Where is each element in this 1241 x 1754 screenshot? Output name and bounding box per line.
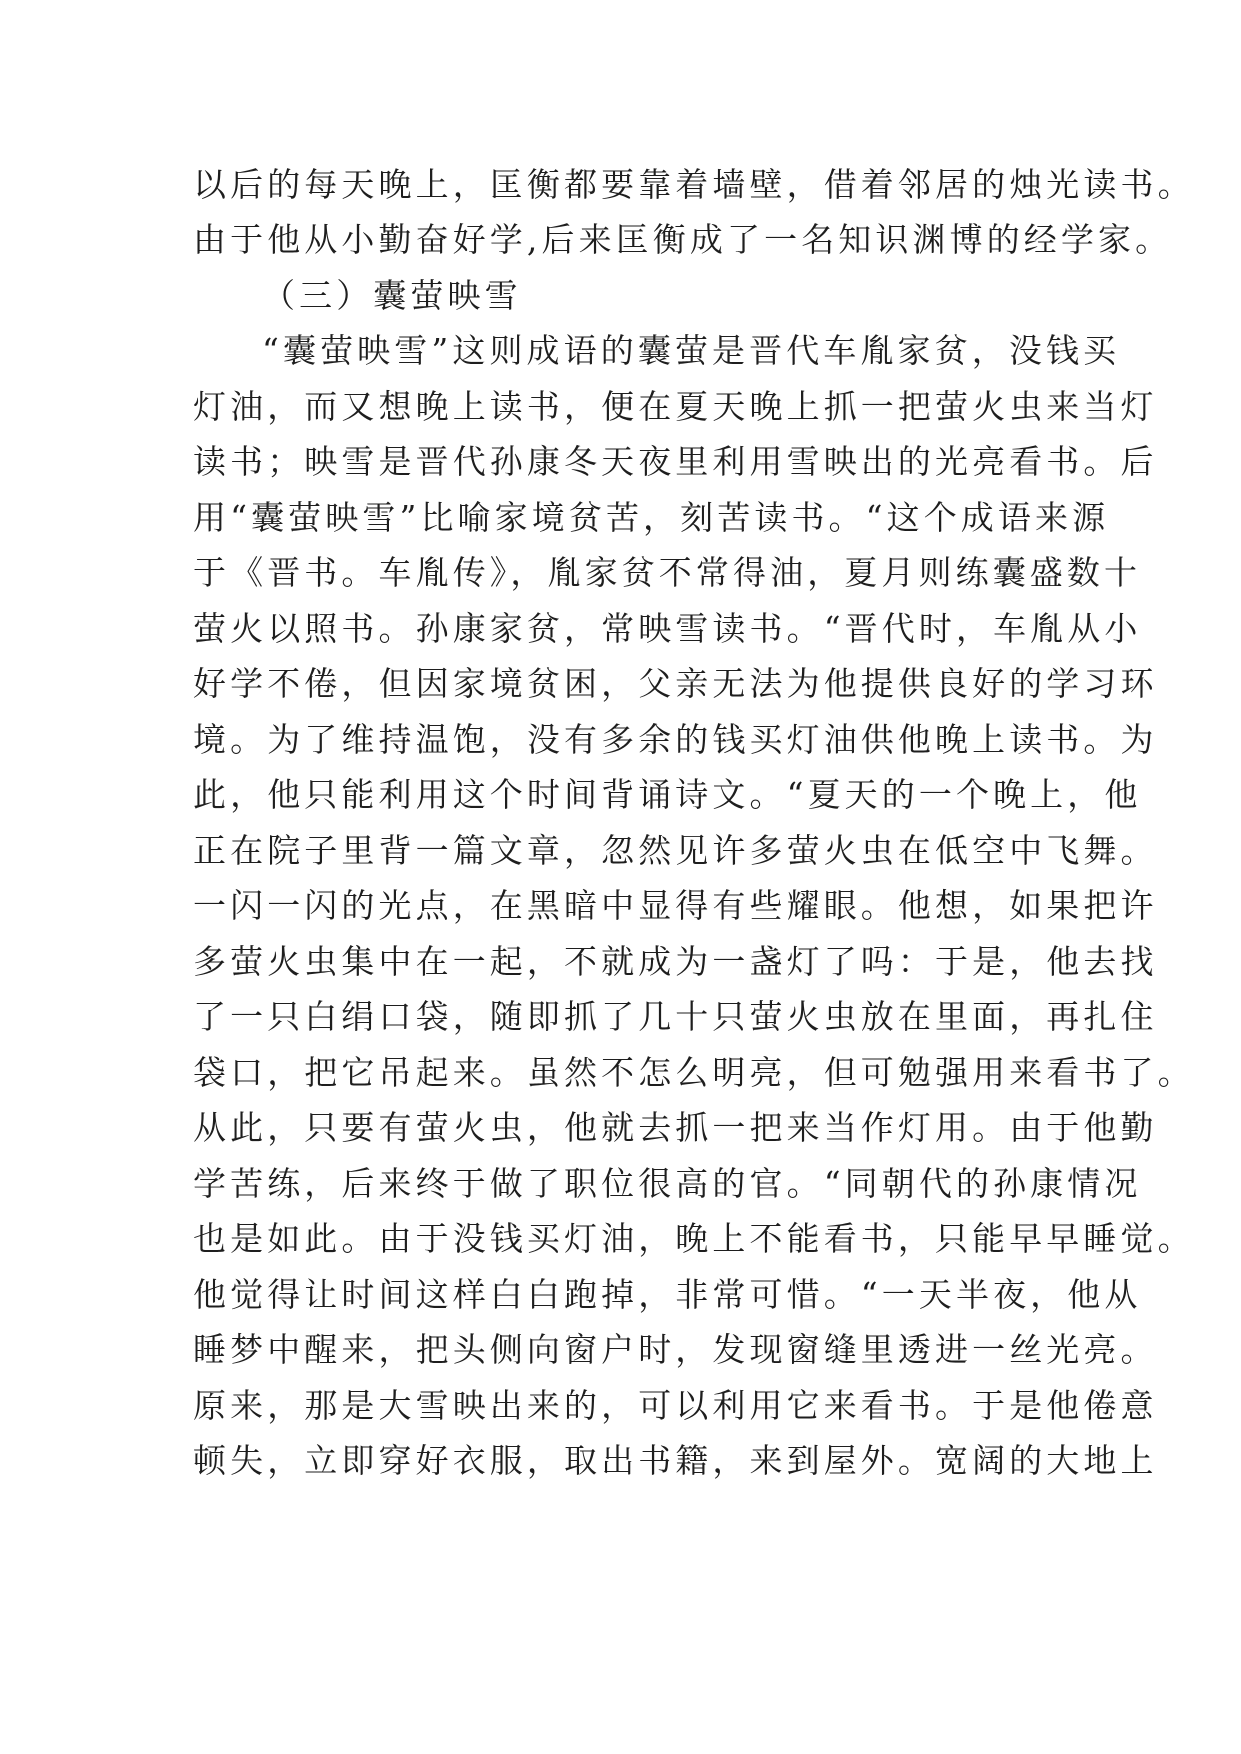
text-line: 由于他从小勤奋好学,后来匡衡成了一名知识渊博的经学家。 <box>193 220 1173 259</box>
text-line: 读书；映雪是晋代孙康冬天夜里利用雪映出的光亮看书。后 <box>193 442 1158 481</box>
text-line: 从此，只要有萤火虫，他就去抓一把来当作灯用。由于他勤 <box>193 1108 1158 1147</box>
text-line: 灯油，而又想晚上读书，便在夏天晚上抓一把萤火虫来当灯 <box>193 387 1158 426</box>
text-line: 好学不倦，但因家境贫困，父亲无法为他提供良好的学习环 <box>193 664 1158 703</box>
text-line: 境。为了维持温饱，没有多余的钱买灯油供他晚上读书。为 <box>193 720 1158 759</box>
text-line: 此，他只能利用这个时间背诵诗文。“夏天的一个晚上，他 <box>193 775 1142 814</box>
text-line: 正在院子里背一篇文章，忽然见许多萤火虫在低空中飞舞。 <box>193 831 1158 870</box>
text-line: 他觉得让时间这样白白跑掉，非常可惜。“一天半夜，他从 <box>193 1275 1142 1314</box>
text-line: 用“囊萤映雪”比喻家境贫苦，刻苦读书。“这个成语来源 <box>193 498 1110 537</box>
text-line: 以后的每天晚上，匡衡都要靠着墙壁，借着邻居的烛光读书。 <box>193 165 1195 204</box>
text-line: 也是如此。由于没钱买灯油，晚上不能看书，只能早早睡觉。 <box>193 1219 1195 1258</box>
text-line: 一闪一闪的光点，在黑暗中显得有些耀眼。他想，如果把许 <box>193 886 1158 925</box>
text-line: 袋口，把它吊起来。虽然不怎么明亮，但可勉强用来看书了。 <box>193 1053 1195 1092</box>
text-line: 学苦练，后来终于做了职位很高的官。“同朝代的孙康情况 <box>193 1164 1142 1203</box>
text-line: 萤火以照书。孙康家贫，常映雪读书。“晋代时，车胤从小 <box>193 609 1142 648</box>
text-line: 于《晋书。车胤传》，胤家贫不常得油，夏月则练囊盛数十 <box>193 553 1142 592</box>
paragraph-first-line: “囊萤映雪”这则成语的囊萤是晋代车胤家贫，没钱买 <box>262 331 1121 370</box>
section-heading: （三）囊萤映雪 <box>262 276 522 315</box>
text-line: 顿失，立即穿好衣服，取出书籍，来到屋外。宽阔的大地上 <box>193 1441 1158 1480</box>
text-line: 多萤火虫集中在一起，不就成为一盏灯了吗：于是，他去找 <box>193 942 1158 981</box>
text-line: 睡梦中醒来，把头侧向窗户时，发现窗缝里透进一丝光亮。 <box>193 1330 1158 1369</box>
text-line: 原来，那是大雪映出来的，可以利用它来看书。于是他倦意 <box>193 1386 1158 1425</box>
text-line: 了一只白绢口袋，随即抓了几十只萤火虫放在里面，再扎住 <box>193 997 1158 1036</box>
